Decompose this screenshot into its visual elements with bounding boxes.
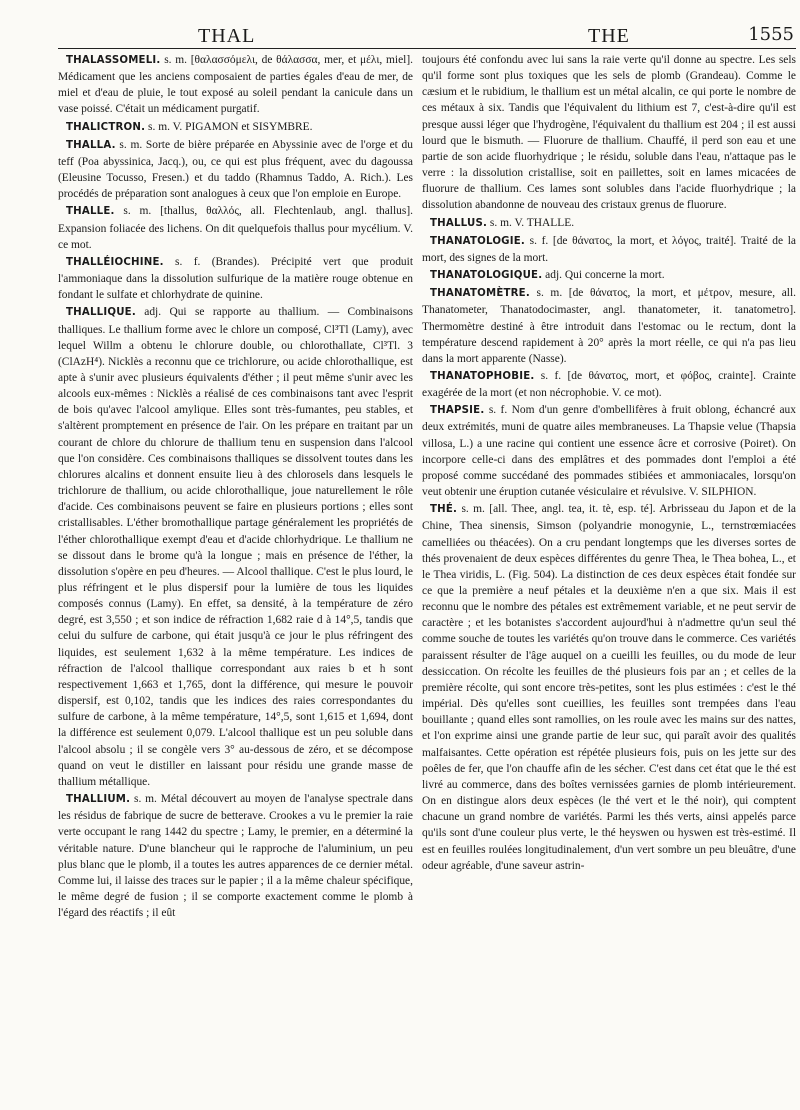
entry-definition: s. m. Métal découvert au moyen de l'analyse spectrale dans les résidus de fabrique de sucre de betterave. Crookes a vu le premier la raie verte occupant le rang 1442 du spectre ; Lamy, le premier, en a déterminé la véritable nature. D'une blancheur qui le rapproche de l'aluminium, un peu plus blanc que le plomb, il a toutes les autres apparences de ce dernier métal. Comme lui, il laisse des traces sur le papier ; il a la même chaleur spécifique, le même degré de fusion ; il se comporte exactement comme le plomb à l'égard des réactifs ; il eût — [58, 793, 413, 920]
dictionary-entry — [422, 402, 796, 500]
entry-headword: THALLE. — [66, 206, 115, 218]
dictionary-entry — [58, 791, 413, 921]
dictionary-entry — [422, 285, 796, 367]
entry-definition: s. m. V. PIGAMON et SISYMBRE. — [145, 120, 313, 133]
entry-definition: adj. Qui concerne la mort. — [542, 269, 665, 282]
page-number: 1555 — [748, 24, 794, 45]
dictionary-entry — [58, 203, 413, 252]
entry-definition: s. m. [θαλασσόμελι, de θάλασσα, mer, et μέλι, miel]. Médicament que les anciens composaient de parties égales d'eau de mer, de miel et d'eau de pluie, le tout exposé au soleil pendant la canicule dans un vase poissé. C'était un médicament purgatif. — [58, 54, 413, 116]
entry-headword: THÉ. — [430, 504, 458, 516]
text-columns — [58, 52, 796, 1108]
page-header — [58, 20, 796, 49]
entry-headword: THALLIQUE. — [66, 307, 136, 319]
entry-headword: THANATOPHOBIE. — [430, 370, 535, 382]
entry-headword: THANATOMÈTRE. — [430, 288, 530, 300]
dictionary-entry — [422, 215, 796, 232]
dictionary-entry — [58, 254, 413, 303]
entry-headword: THALLÉIOCHINE. — [66, 256, 164, 268]
dictionary-entry — [422, 501, 796, 874]
dictionary-entry — [422, 368, 796, 401]
entry-headword: THALICTRON. — [66, 121, 146, 133]
entry-headword: THALLA. — [66, 139, 116, 151]
entry-definition: toujours été confondu avec lui sans la raie verte qu'il donne au spectre. Les sels qu'il forme sont plus toxiques que les sels de plomb (Grandeau). Comme le cæsium et le rubidium, le thallium est un métal alcalin, ce qui porte le nombre de ces métaux à six. Tandis que l'équivalent du lithium est 7, c'est-à-dire qu'il est presque aussi léger que l'hydrogène, l'équivalent du thallium est 204 ; il est aussi lourd que le bismuth. — Fluorure de thallium. Chauffé, il perd son eau et une partie de son acide fluorhydrique ; le résidu, soluble dans l'eau, n'attaque pas le verre : la dissolution cristallise, soit en paillettes, soit en lames micacées de fluorure de thallium. Ces lames sont solubles dans l'acide fluorhydrique ; la dissolution abandonne de nouveau des cristaux grenus de fluorure. — [422, 54, 796, 212]
entry-headword: THAPSIE. — [430, 405, 485, 417]
entry-definition: s. f. [de θάνατος, la mort, et λόγος, traité]. Traité de la mort, des signes de la mort. — [422, 234, 796, 264]
entry-definition: s. f. (Brandes). Précipité vert que produit l'ammoniaque dans la dissolution sulfurique de la matière rouge obtenue en fondant le sulfate et chlorhydrate de quinine. — [58, 255, 413, 302]
dictionary-entry — [58, 137, 413, 203]
entry-headword: THALLIUM. — [66, 794, 131, 806]
dictionary-entry — [58, 52, 413, 118]
entry-definition: s. m. Sorte de bière préparée en Abyssinie avec de l'orge et du teff (Poa abyssinica, Jacq.), ou, ce qui est plus fréquent, avec du dagoussa (Eleusine Tocusso, Fresen.) et du taddo (Rhamnus Taddo, A. Rich.). Les procédés de préparation sont analogues à ceux que l'on emploie en Europe. — [58, 138, 413, 201]
entry-headword: THALLUS. — [430, 217, 488, 229]
dictionary-entry — [58, 119, 413, 136]
right-guideword: THE — [588, 25, 630, 47]
entry-definition: s. m. V. THALLE. — [487, 216, 575, 229]
dictionary-entry — [422, 52, 796, 214]
entry-definition: s. m. [de θάνατος, la mort, et μέτρον, mesure, all. Thanatometer, Thanatodocimaster, angl. thanatometer, it. tanatometro]. Thermomètre destiné à être introduit dans l'estomac ou le rectum, dont la température descend rapidement à 20° après la mort réelle, ce qui n'a pas lieu dans la mort apparente (Nasse). — [422, 287, 796, 365]
entry-definition: s. m. [thallus, θαλλός, all. Flechtenlaub, angl. thallus]. Expansion foliacée des lichens. On dit quelquefois thallus pour mycélium. V. ce mot. — [58, 205, 413, 251]
dictionary-entry — [58, 304, 413, 790]
left-column — [58, 52, 413, 1108]
left-guideword: THAL — [198, 25, 256, 47]
entry-headword: THALASSOMELI. — [66, 55, 161, 66]
entry-definition: adj. Qui se rapporte au thallium. — Combinaisons thalliques. Le thallium forme avec le chlore un composé, Cl³Tl (Lamy), avec lequel Willm a obtenu le chlorure double, ou chlorothallate, Cl³Tl. 3 (ClAzH⁴). Nicklès a reconnu que ce trichlorure, ou acide chlorothallique, est apte à s'unir avec plusieurs équivalents d'éther ; il peut même s'unir avec les alcools eux-mêmes : Nicklès a réalisé de ces combinaisons tant avec l'esprit de bois qu'avec l'alcool amylique. Elles sont très-fumantes, peu stables, et s'altèrent promptement en présence de l'air. On les prépare en traitant par un courant de chlore du chlorure de thallium tenu en suspension dans l'alcool que l'on considère. Ces combinaisons thalliques se dissolvent toutes dans les chlorures alcalins et donnent ensuite lieu à des chlorosels dans lesquels le trichlorure de thallium, ou acide chlorothallique, joue naturellement le rôle d'acide. Ces combinaisons peuvent se faire en plusieurs portions ; elles sont cristallisables. L'éther bromothallique partage généralement les propriétés de l'éther chlorothallique exempt d'eau et d'acide chlorhydrique. Le thallium ne se dissout dans le brome qu'à la longue ; mais en présence de l'éther, la dissolution s'opère en peu d'heures. — Alcool thallique. C'est le plus lourd, le plus réfringent et le plus dispersif pour la lumière de tous les liquides composés connus (Lamy). En effet, sa densité, à la température de zéro degré, est 3,550 ; et son indice de réfraction 1,682 raie d à 14°,5, tandis que celui du sulfure de carbone, qui était jusqu'à ce jour le plus réfringent des liquides, est seulement 1,632 à la même température. Les indices de réfraction de l'alcool thallique correspondant aux raies b et h sont respectivement 1,663 et 1,765, dont la différence, qui mesure le pouvoir dispersif, est 0,102, tandis que les indices des raies correspondantes du sulfure de carbone, à la même température, 14°,5, sont 1,615 et 1,694, dont la différence est seulement 0,079. L'alcool thallique est un peu soluble dans l'alcool absolu ; il se congèle vers 3° au-dessous de zéro, et se décompose quand on veut le distiller en laissant pour résidu une grande masse de thallium métallique. — [58, 306, 413, 788]
entry-headword: THANATOLOGIQUE. — [430, 270, 543, 282]
entry-headword: THANATOLOGIE. — [430, 235, 525, 247]
entry-definition: s. m. [all. Thee, angl. tea, it. tè, esp. té]. Arbrisseau du Japon et de la Chine, Thea sinensis, Simson (polyandrie monogynie, L., ternstrœmiacées camelliées ou théacées). On a cru pendant longtemps que les diverses sortes de thés provenaient de deux espèces différentes du genre Thea, le Thea bohea, L., et le Thea viridis, L. (Fig. 504). La distinction de ces deux espèces était fondée sur ce que la première a neuf pétales et la deuxième n'en a que six. Mais il est reconnu que le nombre des pétales est extrêmement variable, et ne peut servir de caractère ; et les botanistes s'accordent aujourd'hui à n'admettre qu'un seul thé comme souche de toutes les variétés qu'on trouve dans le commerce. Ces variétés paraissent résulter de l'âge auquel on a cueilli les feuilles, ou du mode de leur dessiccation. On récolte les feuilles de thé plusieurs fois par an ; et celles de la première récolte, qui sont encore très-petites, sont les plus estimées : c'est le thé impérial. Dès qu'elles sont cueillies, les feuilles sont trempées dans l'eau bouillante ; quand elles sont ramollies, on les roule avec les mains sur des nattes, et l'on exprime ainsi une grande partie de leur suc, qui paraît avoir des qualités malfaisantes. Cette opération est répétée plusieurs fois, puis on les jette sur des poêles de fer, que l'on chauffe afin de les sécher. C'est dans cet état que le thé est livré au commerce, dans des boîtes vernissées garnies de plomb intérieurement. On en distingue alors deux espèces (le thé vert et le thé noir), qui comptent chacune un grand nombre de variétés. Parmi les thés verts, ainsi appelés parce qu'ils sont d'une couleur plus verte, le thé heyswen ou hyswen est très-estimé. Il est en feuilles roulées longitudinalement, d'un vert sombre un peu bleuâtre, d'une odeur agréable, d'une saveur astrin- — [422, 503, 796, 872]
entry-definition: s. f. [de θάνατος, mort, et φόβος, crainte]. Crainte exagérée de la mort (et non nécrophobie. V. ce mot). — [422, 369, 796, 400]
right-column — [422, 52, 796, 1108]
entry-definition: s. f. Nom d'un genre d'ombellifères à fruit oblong, échancré aux deux extrémités, muni de quatre ailes membraneuses. La Thapsie velue (Thapsia villosa, L.) a une racine qui contient une essence âcre et corrosive (Poiret). On incorpore celle-ci dans des emplâtres et des pommades dont l'emploi a été proposé comme succédané des pommades stibiées et ammoniacales, lorsqu'on veut obtenir une éruption cutanée vésiculaire et révulsive. V. SILPHION. — [422, 404, 796, 499]
dictionary-page — [58, 20, 796, 1108]
dictionary-entry — [422, 233, 796, 266]
dictionary-entry — [422, 267, 796, 284]
